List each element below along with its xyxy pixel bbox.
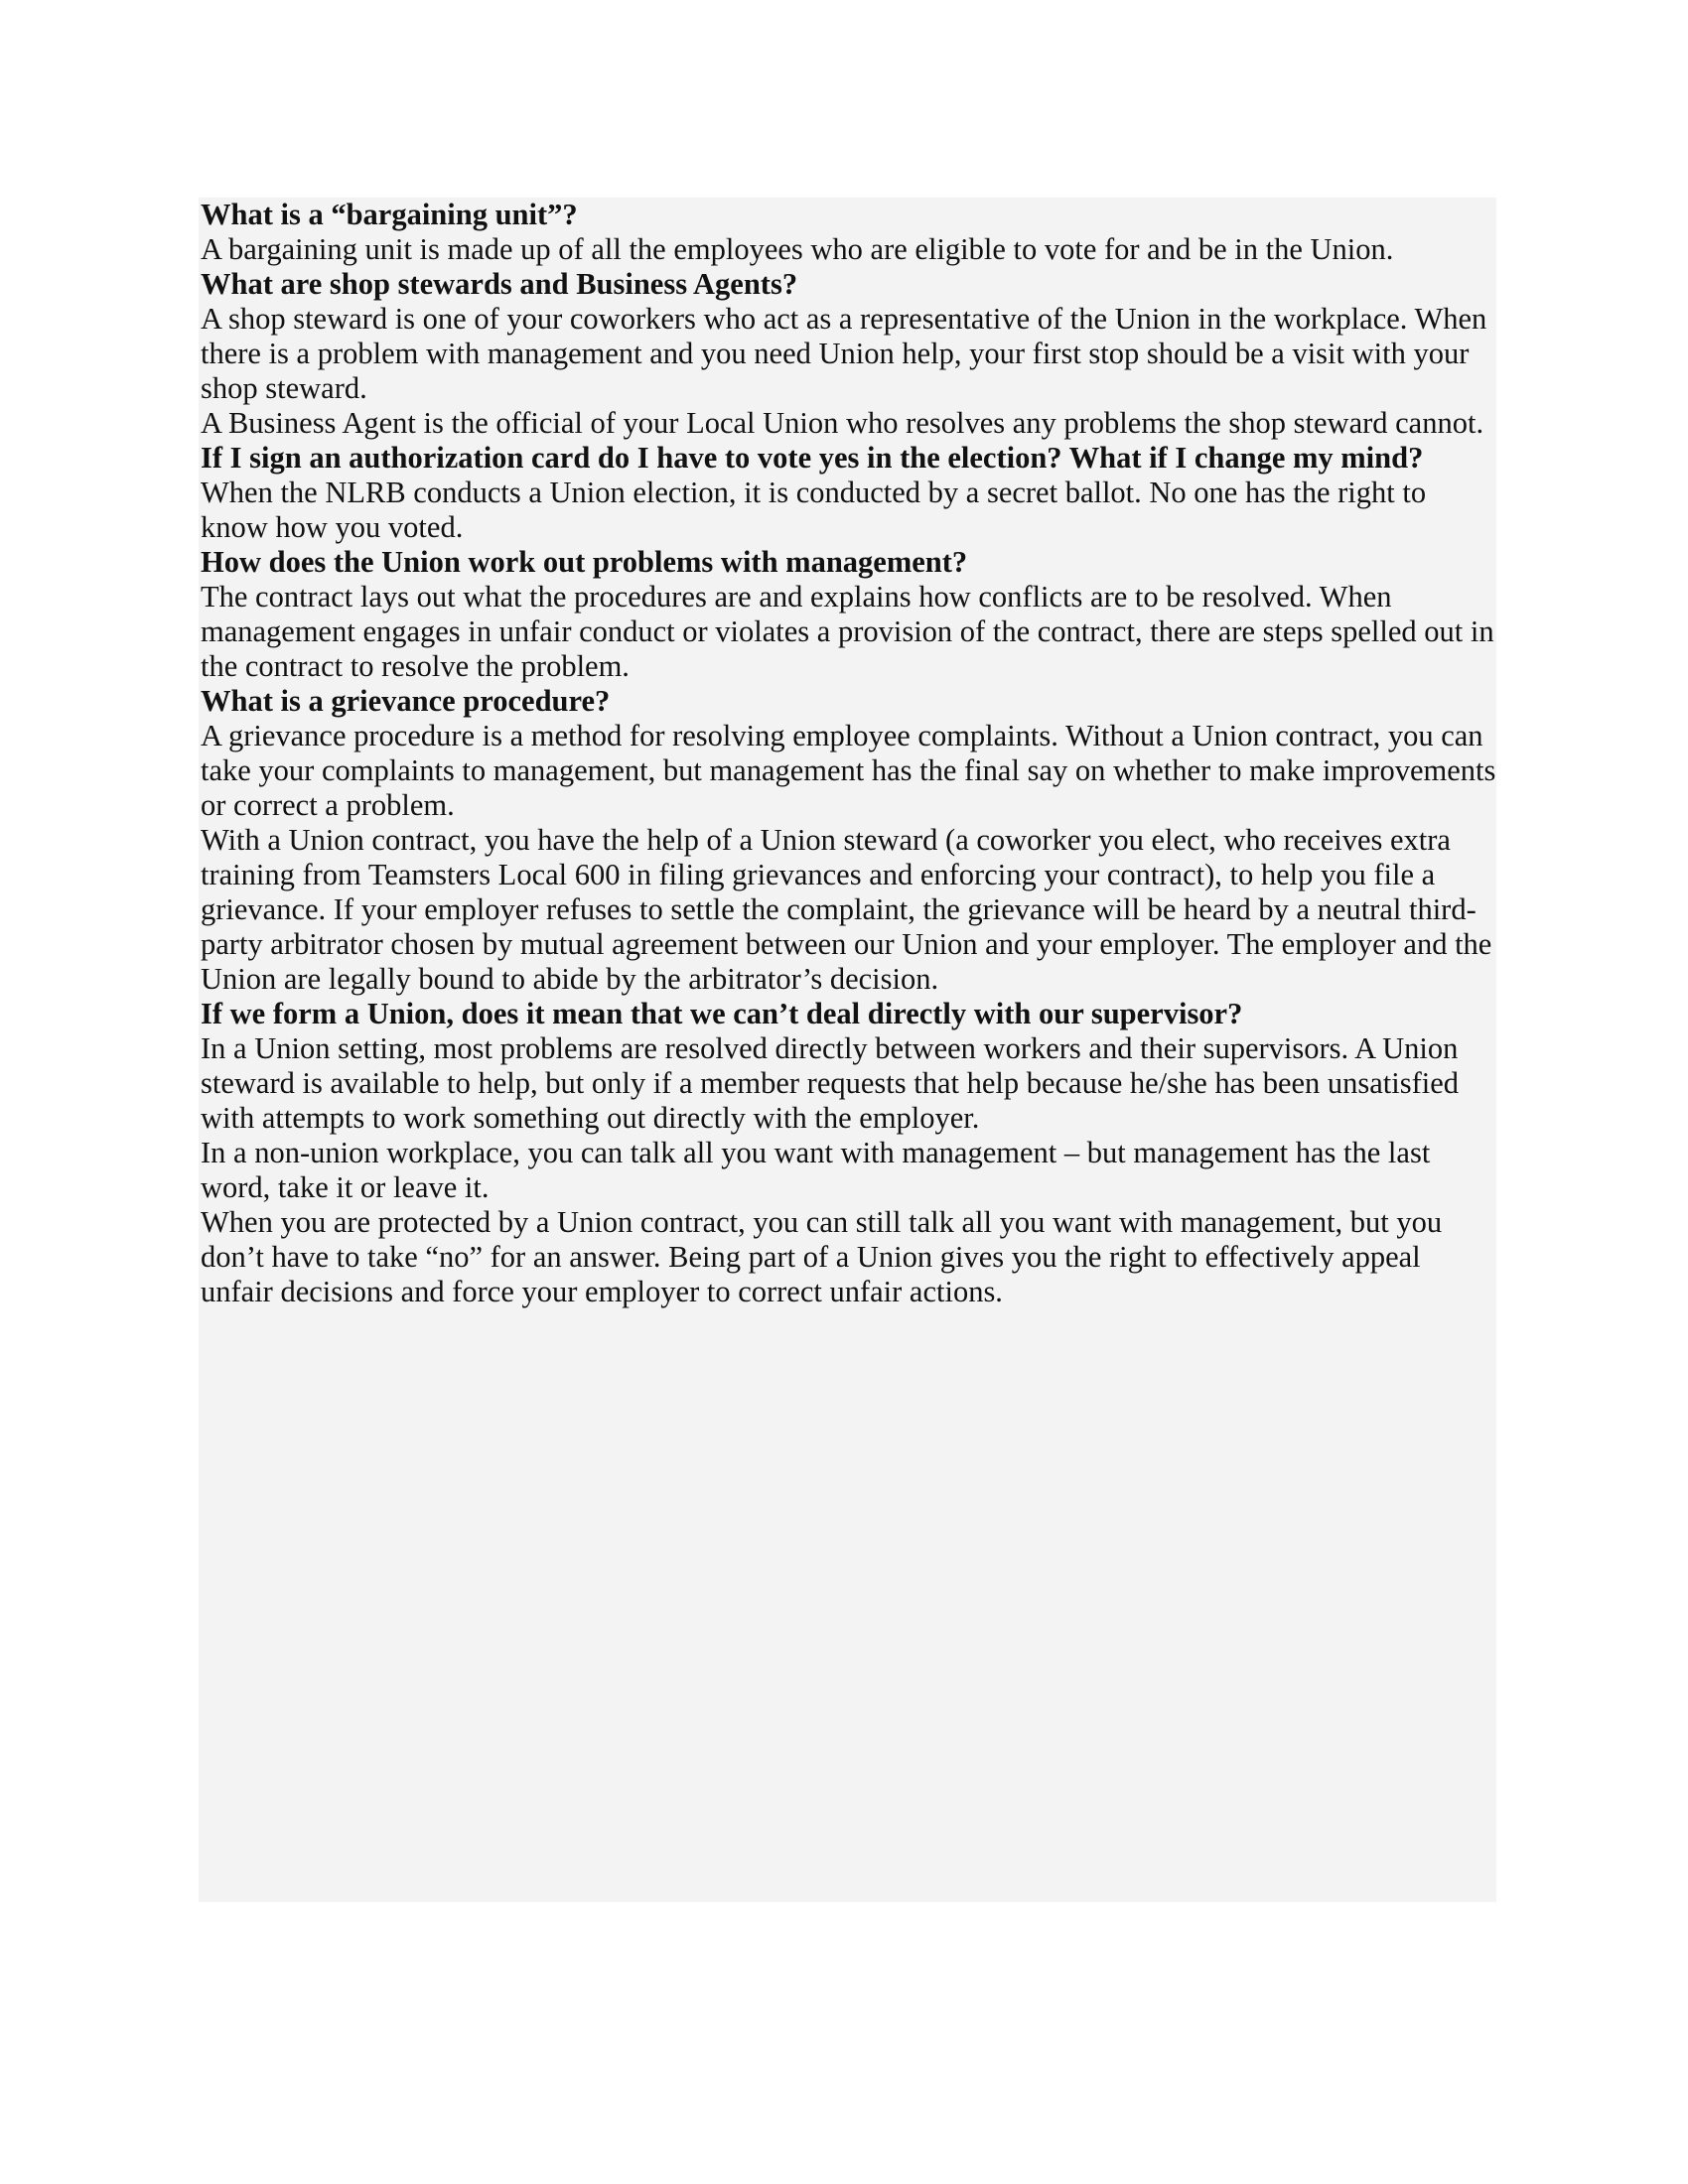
answer-paragraph: In a non-union workplace, you can talk all you want with management – but management has the last word, take it or leave it. [201,1136,1431,1204]
answer-paragraph: In a Union setting, most problems are resolved directly between workers and their supervisors. A Union steward is available to help, but only if a member requests that help because he/she has been unsatisfied with attempts to work something out directly with the employer. [201,1031,1460,1135]
answer-paragraph: With a Union contract, you have the help of a Union steward (a coworker you elect, who receives extra training from Teamsters Local 600 in filing grievances and enforcing your contract), to help you file a grievance. If your employer refuses to settle the complaint, the grievance will be heard by a neutral third-party arbitrator chosen by mutual agreement between our Union and your employer. The employer and the Union are legally bound to abide by the arbitrator’s decision. [201,823,1492,996]
question-heading: If I sign an authorization card do I have to vote yes in the election? What if I change my mind? [201,441,1424,475]
answer-paragraph: When you are protected by a Union contract, you can still talk all you want with management, but you don’t have to take “no” for an answer. Being part of a Union gives you the right to effectively appeal unfair decisions and force your employer to correct unfair actions. [201,1205,1443,1308]
faq-document [201,198,1496,1309]
question-heading: How does the Union work out problems with management? [201,545,968,579]
question-heading: What are shop stewards and Business Agents? [201,267,798,301]
answer-paragraph: When the NLRB conducts a Union election, it is conducted by a secret ballot. No one has the right to know how you voted. [201,476,1427,544]
question-heading: If we form a Union, does it mean that we can’t deal directly with our supervisor? [201,997,1243,1030]
faq-item-deal-with-supervisor [201,997,1496,1309]
answer-paragraph: A bargaining unit is made up of all the employees who are eligible to vote for and be in the Union. [201,232,1394,266]
faq-item-authorization-card [201,441,1496,545]
question-heading: What is a “bargaining unit”? [201,198,578,231]
faq-item-grievance-procedure [201,684,1496,997]
answer-paragraph: The contract lays out what the procedures are and explains how conflicts are to be resolved. When management engages in unfair conduct or violates a provision of the contract, there are steps spelled out in the contract to resolve the problem. [201,580,1494,683]
answer-paragraph: A Business Agent is the official of your Local Union who resolves any problems the shop steward cannot. [201,406,1484,440]
answer-paragraph: A grievance procedure is a method for resolving employee complaints. Without a Union contract, you can take your complaints to management, but management has the final say on whether to make improvements or correct a problem. [201,719,1496,822]
answer-paragraph: A shop steward is one of your coworkers who act as a representative of the Union in the workplace. When there is a problem with management and you need Union help, your first stop should be a visit with your shop steward. [201,302,1487,405]
question-heading: What is a grievance procedure? [201,684,611,718]
faq-item-bargaining-unit [201,198,1496,267]
faq-item-problems-with-management [201,545,1496,684]
faq-item-shop-stewards [201,267,1496,441]
